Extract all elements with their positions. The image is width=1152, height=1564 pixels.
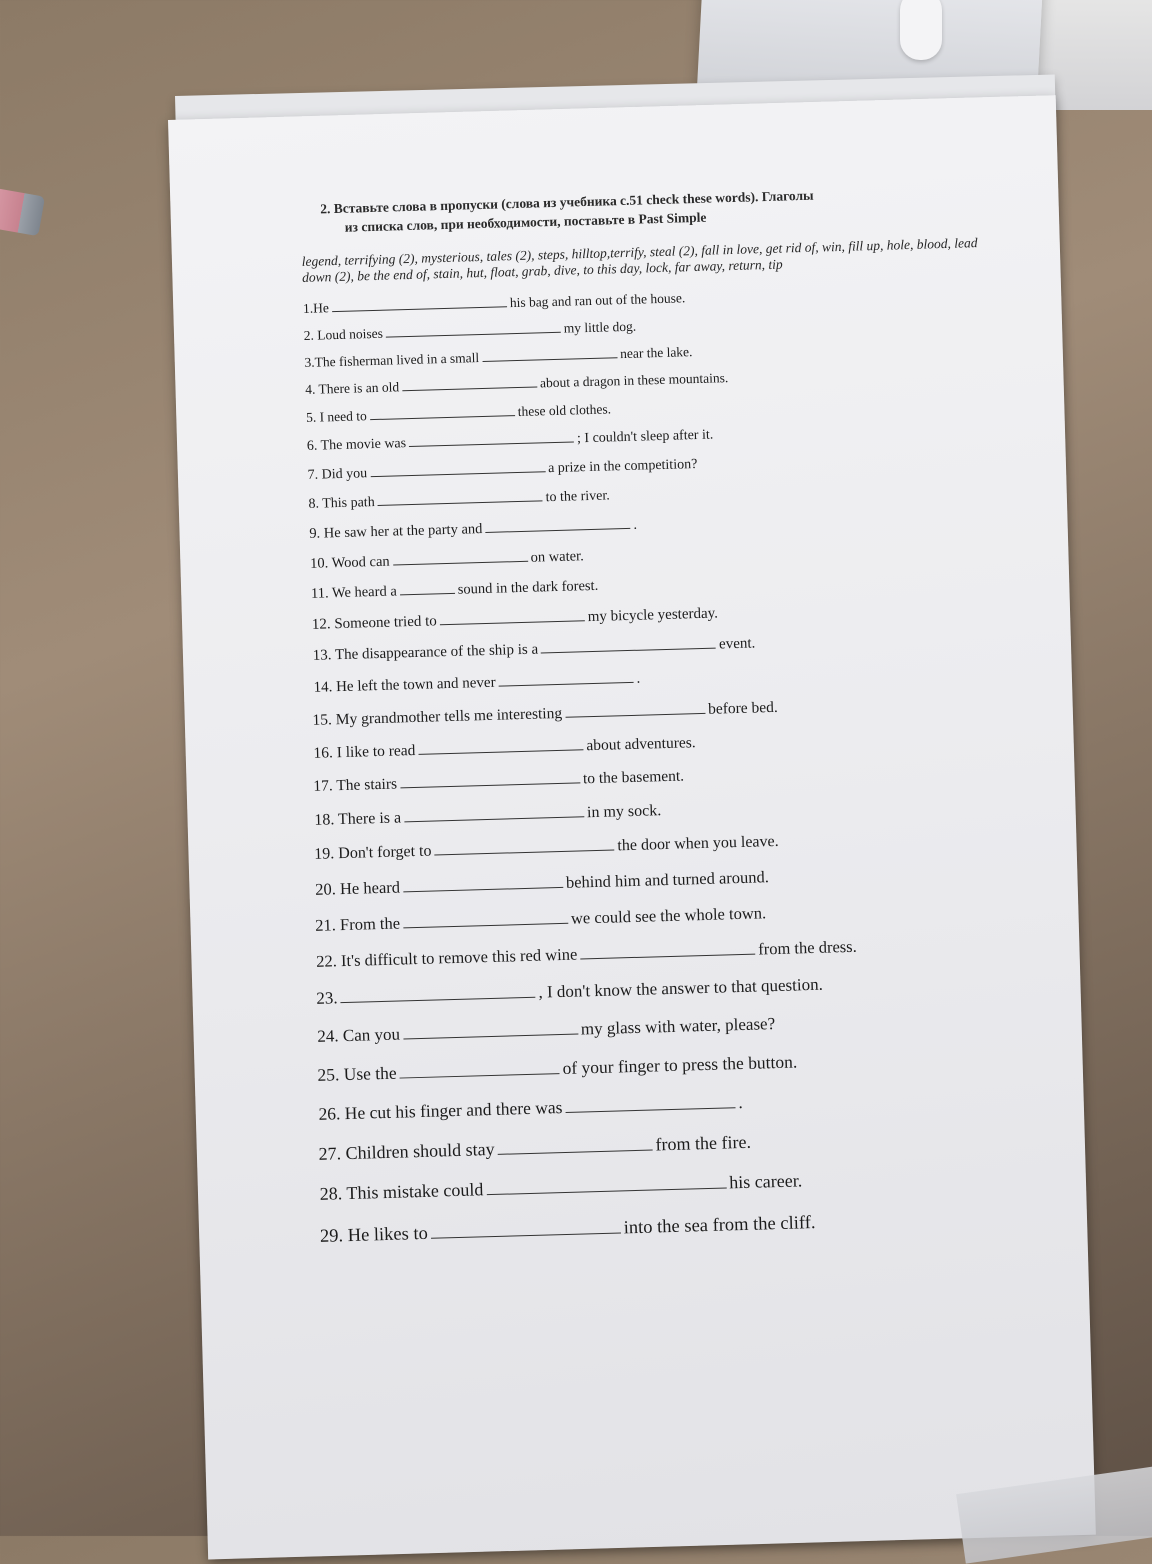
item-text-after: we could see the whole town. (570, 902, 767, 928)
answer-blank[interactable] (418, 733, 583, 754)
item-text-before: 9. He saw her at the party and (309, 520, 483, 542)
item-text-before: 13. The disappearance of the ship is a (312, 641, 539, 664)
item-text-before: 26. He cut his finger and there was (318, 1096, 563, 1124)
item-text-before: 29. He likes to (319, 1223, 429, 1247)
item-text-before: 3.The fisherman lived in a small (304, 349, 480, 370)
item-text-before: 28. This mistake could (319, 1179, 484, 1204)
item-text-after: my glass with water, please? (580, 1014, 776, 1039)
answer-blank[interactable] (498, 667, 633, 687)
holder-peg (900, 0, 942, 60)
item-text-after: his bag and ran out of the house. (509, 289, 686, 310)
item-text-before: 17. The stairs (313, 775, 398, 795)
item-text-after: my little dog. (563, 318, 637, 336)
item-text-after: in my sock. (586, 802, 662, 822)
answer-blank[interactable] (402, 372, 537, 390)
item-text-after: sound in the dark forest. (457, 577, 599, 598)
item-text-before: 1.He (302, 299, 330, 316)
answer-blank[interactable] (404, 800, 584, 822)
item-text-before: 4. There is an old (305, 378, 400, 397)
item-text-after: from the dress. (757, 936, 857, 958)
item-text-before: 10. Wood can (309, 553, 390, 572)
item-text-before: 22. It's difficult to remove this red wine (315, 944, 578, 971)
item-text-after: near the lake. (619, 343, 693, 361)
item-text-before: 16. I like to read (313, 741, 416, 762)
task-title-line1: Вставьте слова в пропуски (слова из учебника с.51 check these words). Глаголы (333, 187, 814, 217)
answer-blank[interactable] (403, 1017, 578, 1040)
answer-blank[interactable] (434, 833, 614, 855)
item-text-after: . (738, 1091, 743, 1112)
item-text-before: 7. Did you (307, 466, 368, 483)
answer-blank[interactable] (482, 343, 617, 361)
answer-blank[interactable] (403, 906, 568, 928)
answer-blank[interactable] (377, 486, 542, 506)
answer-blank[interactable] (332, 292, 507, 311)
answer-blank[interactable] (409, 427, 574, 447)
task-title-line2: из списка слов, при необходимости, поставьте в Past Simple (344, 209, 707, 235)
answer-blank[interactable] (485, 513, 630, 533)
item-text-after: his career. (728, 1170, 803, 1193)
item-text-after: . (636, 670, 641, 687)
answer-blank[interactable] (580, 937, 755, 959)
item-text-after: of your finger to press the button. (562, 1050, 798, 1078)
item-text-after: to the river. (545, 488, 611, 506)
item-text-before: 23. (316, 988, 338, 1008)
item-text-after: the door when you leave. (617, 832, 779, 855)
answer-blank[interactable] (439, 605, 584, 625)
item-text-after: my bicycle yesterday. (587, 605, 719, 626)
item-text-before: 25. Use the (317, 1062, 397, 1085)
item-text-before: 19. Don't forget to (314, 842, 432, 863)
task-number: 2. (320, 201, 331, 217)
item-text-before: 6. The movie was (306, 436, 407, 454)
item-text-before: 5. I need to (305, 407, 367, 425)
item-text-after: a prize in the competition? (547, 457, 698, 477)
item-text-before: 11. We heard a (310, 582, 397, 602)
exercise-list (303, 278, 1030, 1263)
item-text-before: 12. Someone tried to (311, 613, 438, 633)
item-text-after: about a dragon in these mountains. (539, 369, 729, 390)
answer-blank[interactable] (369, 401, 514, 420)
item-text-after: ; I couldn't sleep after it. (576, 427, 714, 447)
answer-blank[interactable] (399, 1055, 559, 1078)
answer-blank[interactable] (403, 870, 563, 892)
item-text-after: about adventures. (586, 733, 696, 754)
answer-blank[interactable] (497, 1132, 652, 1155)
item-text-after: into the sea from the cliff. (623, 1212, 816, 1238)
item-text-before: 24. Can you (317, 1024, 401, 1046)
item-text-before: 14. He left the town and never (313, 674, 496, 696)
item-text-before: 20. He heard (314, 876, 401, 899)
item-text-after: from the fire. (655, 1131, 752, 1155)
answer-blank[interactable] (565, 1089, 735, 1112)
item-text-after: to the basement. (582, 767, 685, 787)
answer-blank[interactable] (541, 633, 716, 654)
answer-blank[interactable] (392, 546, 527, 565)
item-text-before: 18. There is a (314, 809, 402, 829)
item-text-after: behind him and turned around. (565, 866, 770, 892)
item-text-before: 8. This path (308, 495, 375, 512)
usb-plug (0, 188, 45, 236)
word-bank: legend, terrifying (2), mysterious, tales (2), steps, hilltop,terrify, steal (2), fall in love, get rid of, win, fill up, hole, blood, lead down (2), be the end of, stain, hut, float, grab, dive, to this day, lock, far away, return, tip (301, 235, 978, 285)
item-text-before: 2. Loud noises (303, 325, 384, 343)
item-text-before: 21. From the (314, 912, 401, 935)
answer-blank[interactable] (565, 697, 705, 717)
item-text-after: these old clothes. (517, 400, 612, 419)
item-text-after: on water. (530, 547, 584, 566)
worksheet-content (300, 180, 1029, 1263)
answer-blank[interactable] (399, 578, 454, 595)
item-text-after: event. (718, 635, 756, 653)
item-text-after: before bed. (707, 698, 778, 718)
item-text-before: 15. My grandmother tells me interesting (312, 704, 563, 729)
item-text-after: . (633, 516, 638, 533)
answer-blank[interactable] (430, 1213, 620, 1238)
item-text-after: , I don't know the answer to that question. (538, 974, 824, 1002)
item-text-before: 27. Children should stay (318, 1138, 495, 1164)
